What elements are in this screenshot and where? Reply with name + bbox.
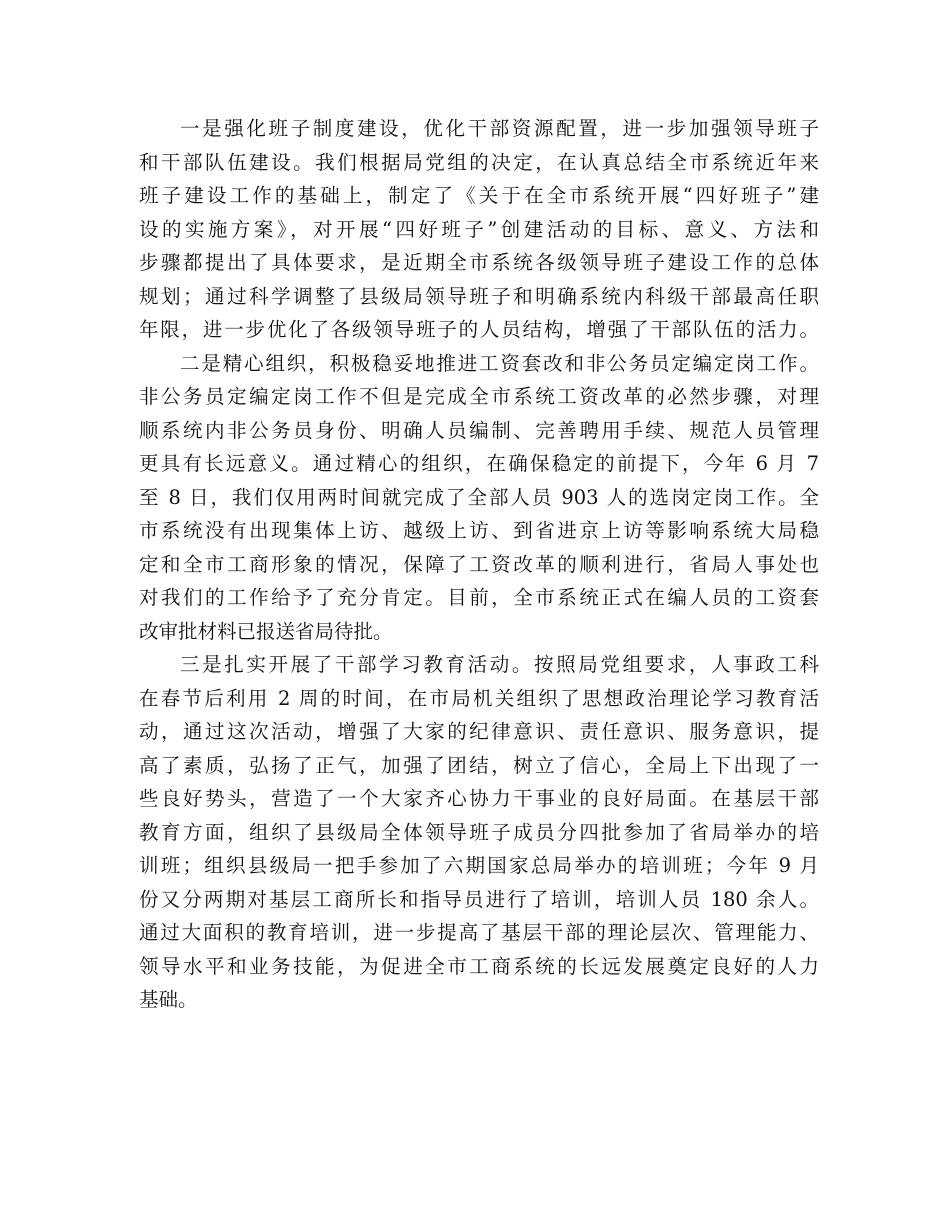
paragraph-line: 份又分两期对基层工商所长和指导员进行了培训，培训人员 180 余人。	[139, 887, 819, 911]
paragraph-line: 一是强化班子制度建设，优化干部资源配置，进一步加强领导班子	[180, 117, 819, 140]
paragraph-line: 和干部队伍建设。我们根据局党组的决定，在认真总结全市系统近年来	[139, 150, 819, 174]
paragraph-line: 改审批材料已报送省局待批。	[139, 619, 393, 643]
document-body	[139, 112, 819, 1017]
paragraph-line: 训班；组织县级局一把手参加了六期国家总局举办的培训班；今年 9 月	[139, 854, 819, 877]
paragraph-line: 领导水平和业务技能，为促进全市工商系统的长远发展奠定良好的人力	[139, 954, 819, 978]
paragraph-line: 市系统没有出现集体上访、越级上访、到省进京上访等影响系统大局稳	[139, 519, 819, 542]
paragraph-line: 规划；通过科学调整了县级局领导班子和明确系统内科级干部最高任职	[139, 284, 819, 308]
paragraph-line: 对我们的工作给予了充分肯定。目前，全市系统正式在编人员的工资套	[139, 586, 819, 609]
paragraph-line: 班子建设工作的基础上，制定了《关于在全市系统开展“四好班子”建	[139, 184, 819, 207]
paragraph-line: 三是扎实开展了干部学习教育活动。按照局党组要求，人事政工科	[180, 653, 819, 676]
paragraph-line: 在春节后利用 2 周的时间，在市局机关组织了思想政治理论学习教育活	[139, 686, 819, 710]
paragraph-line: 定和全市工商形象的情况，保障了工资改革的顺利进行，省局人事处也	[139, 552, 819, 576]
paragraph-3	[139, 648, 819, 1017]
paragraph-line: 高了素质，弘扬了正气，加强了团结，树立了信心，全局上下出现了一	[139, 753, 819, 777]
paragraph-line: 基础。	[139, 988, 198, 1011]
paragraph-line: 些良好势头，营造了一个大家齐心协力干事业的良好局面。在基层干部	[139, 787, 819, 810]
paragraph-line: 步骤都提出了具体要求，是近期全市系统各级领导班子建设工作的总体	[139, 251, 819, 274]
paragraph-line: 至 8 日，我们仅用两时间就完成了全部人员 903 人的选岗定岗工作。全	[139, 485, 819, 509]
paragraph-1	[139, 112, 819, 347]
paragraph-line: 通过大面积的教育培训，进一步提高了基层干部的理论层次、管理能力、	[139, 921, 819, 944]
paragraph-line: 更具有长远意义。通过精心的组织，在确保稳定的前提下，今年 6 月 7	[139, 452, 819, 475]
paragraph-line: 设的实施方案》，对开展“四好班子”创建活动的目标、意义、方法和	[139, 217, 819, 241]
paragraph-line: 非公务员定编定岗工作不但是完成全市系统工资改革的必然步骤，对理	[139, 385, 819, 408]
paragraph-2	[139, 347, 819, 649]
paragraph-line: 二是精心组织，积极稳妥地推进工资套改和非公务员定编定岗工作。	[180, 351, 819, 375]
paragraph-line: 教育方面，组织了县级局全体领导班子成员分四批参加了省局举办的培	[139, 820, 819, 844]
paragraph-line: 顺系统内非公务员身份、明确人员编制、完善聘用手续、规范人员管理	[139, 418, 819, 442]
paragraph-line: 年限，进一步优化了各级领导班子的人员结构，增强了干部队伍的活力。	[139, 318, 819, 341]
paragraph-line: 动，通过这次活动，增强了大家的纪律意识、责任意识、服务意识，提	[139, 720, 819, 743]
